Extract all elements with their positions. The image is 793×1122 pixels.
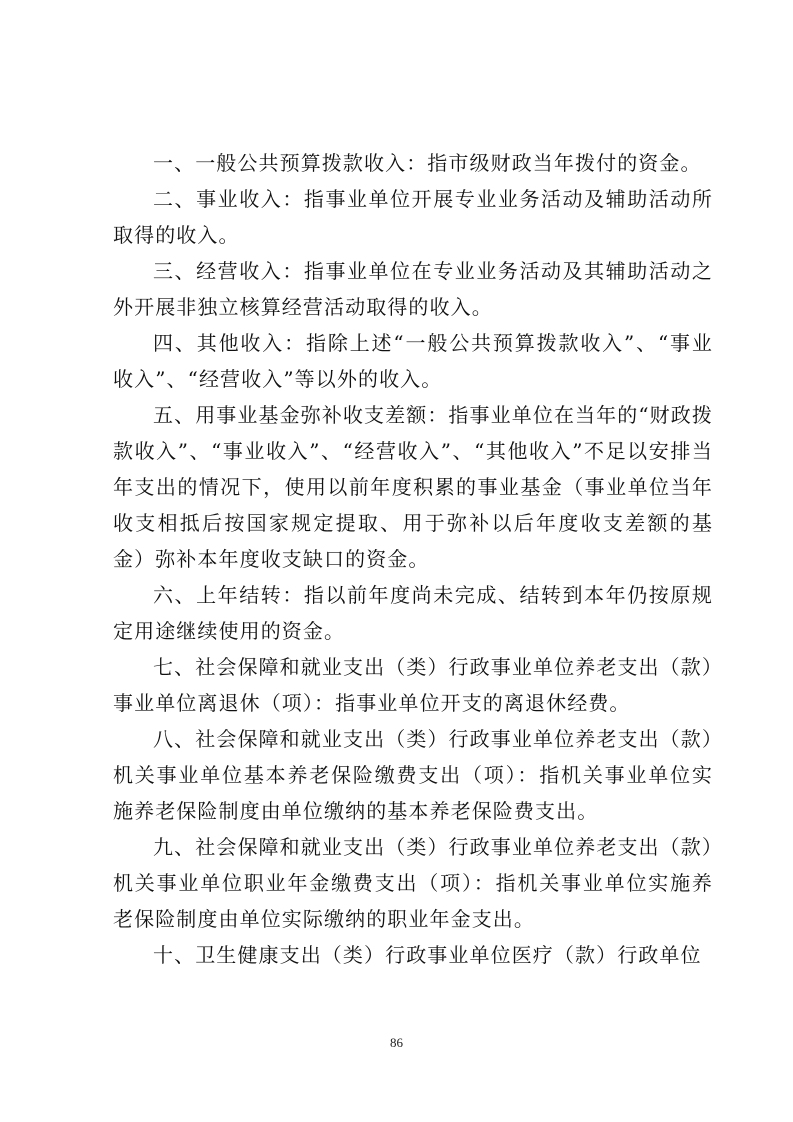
paragraph-6: 六、上年结转：指以前年度尚未完成、结转到本年仍按原规定用途继续使用的资金。 — [113, 583, 713, 643]
paragraph-4: 四、其他收入：指除上述“一般公共预算拨款收入”、“事业收入”、“经营收入”等以外的收入。 — [113, 331, 713, 391]
document-body — [113, 145, 713, 973]
page-number: 86 — [390, 1035, 403, 1050]
paragraph-7: 七、社会保障和就业支出（类）行政事业单位养老支出（款）事业单位离退休（项）：指事业单位开支的离退休经费。 — [113, 655, 713, 715]
paragraph-3: 三、经营收入：指事业单位在专业业务活动及其辅助活动之外开展非独立核算经营活动取得的收入。 — [113, 259, 713, 319]
paragraph-5: 五、用事业基金弥补收支差额：指事业单位在当年的“财政拨款收入”、“事业收入”、“经营收入”、“其他收入”不足以安排当年支出的情况下，使用以前年度积累的事业基金（事业单位当年收支相抵后按国家规定提取、用于弥补以后年度收支差额的基金）弥补本年度收支缺口的资金。 — [113, 403, 713, 571]
paragraph-8: 八、社会保障和就业支出（类）行政事业单位养老支出（款）机关事业单位基本养老保险缴费支出（项）：指机关事业单位实施养老保险制度由单位缴纳的基本养老保险费支出。 — [113, 727, 713, 823]
paragraph-1: 一、一般公共预算拨款收入：指市级财政当年拨付的资金。 — [153, 151, 702, 175]
paragraph-2: 二、事业收入：指事业单位开展专业业务活动及辅助活动所取得的收入。 — [113, 187, 713, 247]
paragraph-9: 九、社会保障和就业支出（类）行政事业单位养老支出（款）机关事业单位职业年金缴费支出（项）：指机关事业单位实施养老保险制度由单位实际缴纳的职业年金支出。 — [113, 835, 713, 931]
paragraph-10: 十、卫生健康支出（类）行政事业单位医疗（款）行政单位 — [153, 943, 702, 967]
